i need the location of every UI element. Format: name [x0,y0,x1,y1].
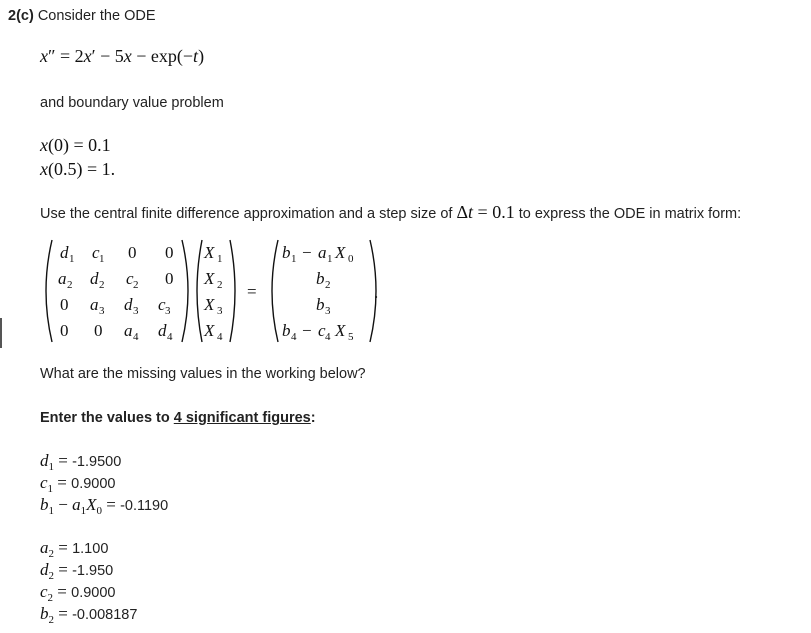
instruction-text: Use the central finite difference approximation and a step size of Δt = 0.1 to express the ODE in matrix form: [40,202,742,222]
question-intro: Consider the ODE [37,8,156,24]
svg-text:0: 0 [348,253,354,265]
ode-equation: x″ = 2x′ − 5x − exp(−t) [40,46,205,66]
left-edge-marker [0,318,2,348]
answer-c2: $c_2 = 0.9000$ [40,582,116,604]
svg-text:3: 3 [99,305,105,317]
svg-text:b: b [316,269,325,288]
ode-coef-2: 5 [114,46,124,66]
svg-text:2: 2 [217,279,223,291]
svg-text:0: 0 [60,295,69,314]
answer-d2: $d_2 = -1.950$ [40,560,114,582]
bvp-text: and boundary value problem [40,95,224,111]
svg-text:−: − [302,243,312,262]
answer-a2: $a_2 = 1.100$ [40,538,109,560]
answer-c2-value: 0.9000 [71,585,116,601]
svg-text:d: d [158,321,167,340]
svg-text:d: d [60,243,69,262]
svg-text:1: 1 [69,253,75,265]
svg-text:.: . [374,283,379,302]
svg-text:2: 2 [67,279,73,291]
svg-text:a: a [124,321,133,340]
vector-b-left-paren [272,240,278,342]
boundary-condition-1: x(0) = 0.1 [40,135,111,155]
svg-text:X: X [204,295,215,314]
matrix-equation [40,236,400,346]
ode-coef-1: 2 [74,46,84,66]
svg-text:a: a [90,295,99,314]
svg-text:c: c [126,269,134,288]
svg-text:0: 0 [165,243,174,262]
svg-text:0: 0 [94,321,103,340]
svg-text:0: 0 [128,243,137,262]
svg-text:0: 0 [60,321,69,340]
svg-text:X: X [204,269,215,288]
boundary-condition-2: x(0.5) = 1. [40,159,116,179]
svg-text:3: 3 [165,305,171,317]
svg-text:=: = [247,282,257,301]
vector-x-left-paren [197,240,202,342]
svg-text:X: X [335,243,346,262]
svg-text:3: 3 [217,305,223,317]
matrix-a-left-paren [46,240,52,342]
svg-text:0: 0 [165,269,174,288]
answer-d1: $d_1 = -1.9500$ [40,451,122,473]
matrix-a-right-paren [182,240,188,342]
svg-text:4: 4 [167,331,173,343]
svg-text:1: 1 [99,253,105,265]
svg-text:5: 5 [348,331,354,343]
svg-text:4: 4 [325,331,331,343]
answer-d1-value: -1.9500 [72,454,122,470]
svg-text:4: 4 [217,331,223,343]
svg-text:1: 1 [291,253,297,265]
svg-text:a: a [58,269,67,288]
svg-text:b: b [282,243,291,262]
answer-b1-a1x0-value: -0.1190 [120,498,169,514]
answer-d2-value: -1.950 [72,563,114,579]
svg-text:c: c [318,321,326,340]
svg-text:c: c [158,295,166,314]
svg-text:4: 4 [133,331,139,343]
svg-text:1: 1 [327,253,333,265]
svg-text:a: a [318,243,327,262]
svg-text:2: 2 [325,279,331,291]
answer-c1: $c_1 = 0.9000$ [40,473,116,495]
svg-text:b: b [316,295,325,314]
answer-b2: $b_2 = -0.008187$ [40,604,138,626]
svg-text:2: 2 [99,279,105,291]
svg-text:−: − [302,321,312,340]
enter-values-instruction: Enter the values to 4 significant figures: [40,410,316,426]
svg-text:c: c [92,243,100,262]
svg-text:4: 4 [291,331,297,343]
svg-text:d: d [124,295,133,314]
svg-text:b: b [282,321,291,340]
svg-text:X: X [335,321,346,340]
question-number: 2(c) [8,8,34,24]
svg-text:3: 3 [325,305,331,317]
svg-text:X: X [204,321,215,340]
vector-x-right-paren [230,240,235,342]
svg-text:1: 1 [217,253,223,265]
answer-a2-value: 1.100 [72,541,109,557]
answer-b2-value: -0.008187 [72,607,138,623]
svg-text:3: 3 [133,305,139,317]
answer-b1-a1x0: $b_1 - a_1X_0 = -0.1190$ [40,495,169,517]
answer-c1-value: 0.9000 [71,476,116,492]
question-header [8,8,156,24]
svg-text:d: d [90,269,99,288]
svg-text:X: X [204,243,215,262]
svg-text:2: 2 [133,279,139,291]
what-missing-text: What are the missing values in the working below? [40,366,366,382]
